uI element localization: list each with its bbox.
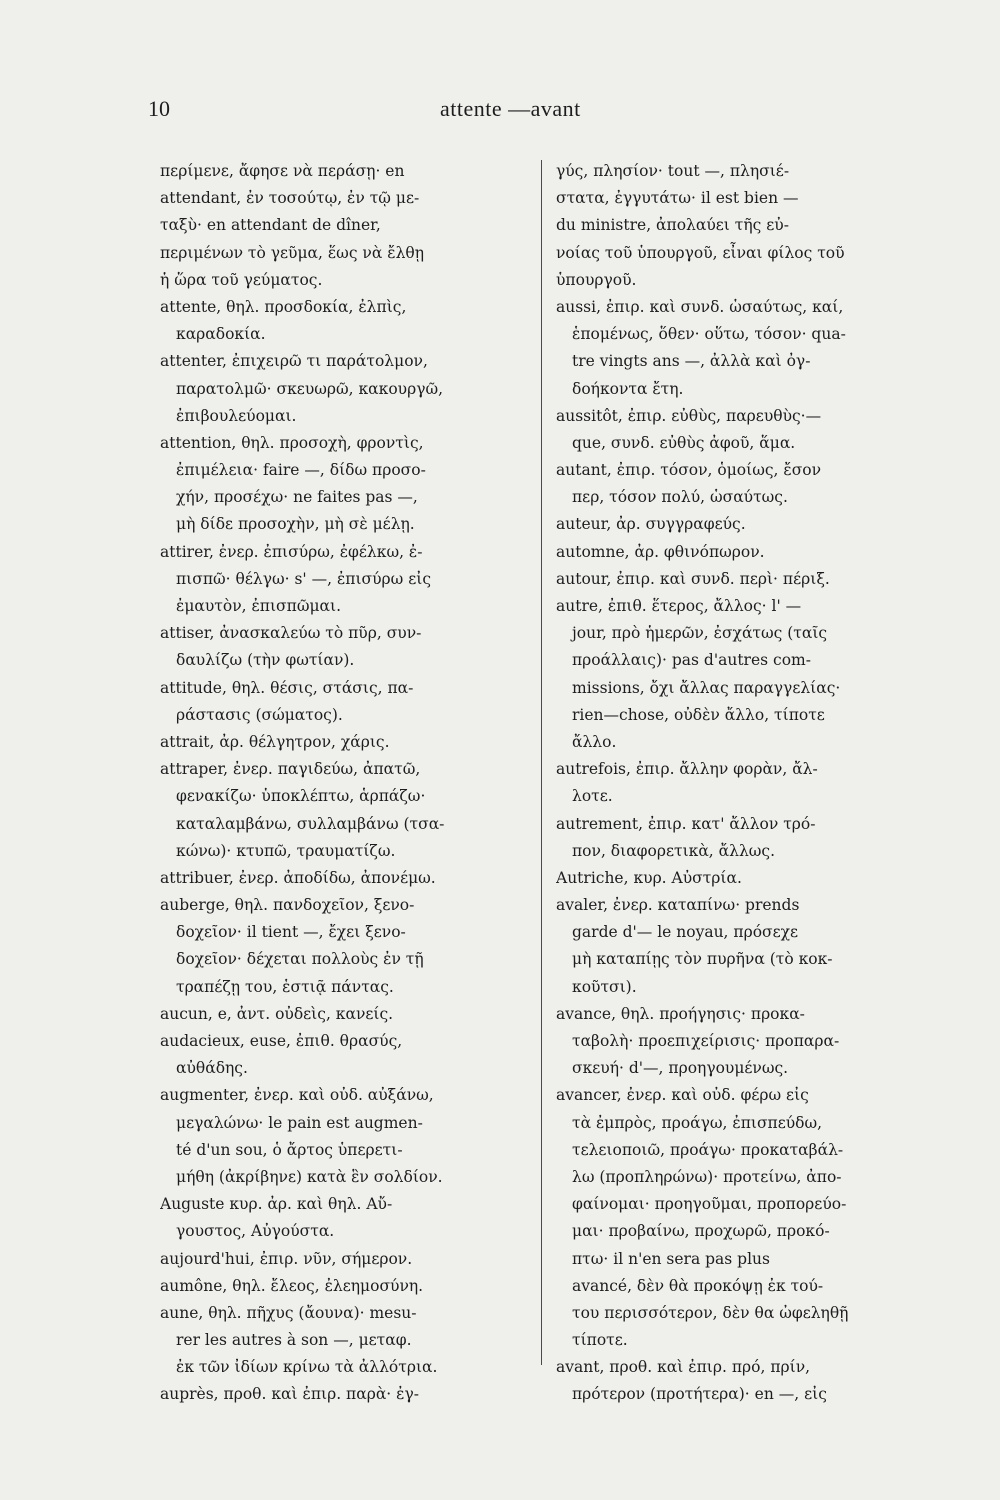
- running-head: attente —avant: [440, 96, 581, 121]
- text-line: παρατολμῶ· σκευωρῶ, κακουργῶ,: [176, 379, 444, 398]
- text-line: attiser, ἀνασκαλεύω τὸ πῦρ, συν-: [160, 624, 422, 643]
- text-line: aussi, ἐπιρ. καὶ συνδ. ὡσαύτως, καί,: [556, 297, 844, 316]
- text-line: aujourd'hui, ἐπιρ. νῦν, σήμερον.: [160, 1249, 413, 1268]
- text-line: ἡ ὥρα τοῦ γεύματος.: [160, 270, 323, 289]
- text-line: μεγαλώνω· le pain est augmen-: [176, 1113, 423, 1132]
- text-line: ράστασις (σώματος).: [176, 705, 343, 724]
- text-line: πον, διαφορετικὰ, ἄλλως.: [572, 841, 776, 860]
- text-line: aucun, e, ἀντ. οὐδεὶς, κανείς.: [160, 1004, 394, 1023]
- text-line: attente, θηλ. προσδοκία, ἐλπὶς,: [160, 297, 407, 316]
- text-line: attitude, θηλ. θέσις, στάσις, πα-: [160, 678, 414, 697]
- text-line: τελειοποιῶ, προάγω· προκαταβάλ-: [572, 1140, 844, 1159]
- text-line: σκευή· d'—, προηγουμένως.: [572, 1059, 789, 1078]
- text-line: avant, προθ. καὶ ἐπιρ. πρό, πρίν,: [556, 1358, 811, 1377]
- text-line: στατα, ἐγγυτάτω· il est bien —: [556, 189, 799, 208]
- text-line: attendant, ἐν τοσούτῳ, ἐν τῷ με-: [160, 189, 420, 208]
- text-line: rer les autres à son —, μεταφ.: [176, 1331, 412, 1350]
- text-line: avaler, ἐνερ. καταπίνω· prends: [556, 896, 800, 915]
- text-line: attraper, ἐνερ. παγιδεύω, ἀπατῶ,: [160, 760, 421, 779]
- text-line: aune, θηλ. πῆχυς (ἄουνα)· mesu-: [160, 1303, 417, 1322]
- text-line: τραπέζῃ του, ἑστιᾷ πάντας.: [176, 977, 394, 996]
- text-line: ἐκ τῶν ἰδίων κρίνω τὰ ἀλλότρια.: [176, 1358, 438, 1377]
- text-line: μὴ δίδε προσοχὴν, μὴ σὲ μέλῃ.: [176, 515, 415, 534]
- text-line: πτω· il n'en sera pas plus: [572, 1249, 770, 1268]
- text-line: περ, τόσον πολύ, ὡσαύτως.: [572, 488, 788, 507]
- text-line: γύς, πλησίον· tout —, πλησιέ-: [556, 162, 790, 180]
- text-line: attrait, ἀρ. θέλγητρον, χάρις.: [160, 732, 390, 751]
- text-line: rien—chose, οὐδὲν ἄλλο, τίποτε: [572, 705, 825, 724]
- page-number: 10: [148, 96, 170, 121]
- text-line: avance, θηλ. προήγησις· προκα-: [556, 1004, 805, 1023]
- text-line: autrefois, ἐπιρ. ἄλλην φορὰν, ἄλ-: [556, 760, 818, 779]
- text-line: missions, ὄχι ἄλλας παραγγελίας·: [572, 678, 841, 697]
- text-line: audacieux, euse, ἐπιθ. θρασύς,: [160, 1032, 403, 1050]
- text-line: auprès, προθ. καὶ ἐπιρ. παρὰ· ἐγ-: [160, 1385, 419, 1404]
- text-line: attenter, ἐπιχειρῶ τι παράτολμον,: [160, 352, 428, 371]
- text-line: ταβολὴ· προεπιχείρισις· προπαρα-: [572, 1032, 840, 1050]
- text-line: δοχεῖον· il tient —, ἔχει ξενο-: [176, 923, 406, 942]
- left-column: [160, 158, 540, 1409]
- text-line: autant, ἐπιρ. τόσον, ὁμοίως, ἔσον: [556, 461, 822, 480]
- column-divider: [541, 160, 542, 1365]
- text-line: κοῦτσι).: [572, 977, 637, 996]
- text-line: augmenter, ἐνερ. καὶ οὐδ. αὐξάνω,: [160, 1086, 434, 1105]
- text-line: autre, ἐπιθ. ἕτερος, ἄλλος· l' —: [556, 597, 802, 615]
- text-line: tre vingts ans —, ἀλλὰ καὶ ὀγ-: [572, 352, 811, 371]
- text-line: auberge, θηλ. πανδοχεῖον, ξενο-: [160, 896, 415, 915]
- text-line: autour, ἐπιρ. καὶ συνδ. περὶ· πέριξ.: [556, 569, 830, 588]
- text-line: avancer, ἐνερ. καὶ οὐδ. φέρω εἰς: [556, 1086, 809, 1105]
- text-line: λοτε.: [572, 787, 613, 806]
- text-line: ἄλλο.: [572, 732, 617, 751]
- text-line: attention, θηλ. προσοχὴ, φροντὶς,: [160, 433, 424, 452]
- text-line: attirer, ἐνερ. ἐπισύρω, ἐφέλκω, ἐ-: [160, 542, 423, 561]
- text-line: automne, ἀρ. φθινόπωρον.: [556, 542, 765, 561]
- text-line: aumône, θηλ. ἔλεος, ἐλεημοσύνη.: [160, 1276, 424, 1295]
- text-line: garde d'— le noyau, πρόσεχε: [572, 923, 799, 942]
- text-line: προάλλαις)· pas d'autres com-: [572, 651, 811, 670]
- text-line: πισπῶ· θέλγω· s' —, ἐπισύρω εἰς: [176, 569, 432, 588]
- text-line: jour, πρὸ ἡμερῶν, ἐσχάτως (ταῖς: [572, 624, 828, 643]
- text-line: τὰ ἐμπρὸς, προάγω, ἐπισπεύδω,: [572, 1113, 823, 1132]
- text-line: καραδοκία.: [176, 325, 266, 344]
- text-line: attribuer, ἐνερ. ἀποδίδω, ἀπονέμω.: [160, 868, 436, 887]
- right-column: [556, 158, 916, 1409]
- text-line: νοίας τοῦ ὑπουργοῦ, εἶναι φίλος τοῦ: [556, 243, 845, 262]
- text-line: ἐπιβουλεύομαι.: [176, 406, 297, 425]
- text-line: avancé, δὲν θὰ προκόψῃ ἐκ τού-: [572, 1276, 824, 1295]
- text-line: λω (προπληρώνω)· προτείνω, ἀπο-: [572, 1167, 842, 1186]
- text-line: du ministre, ἀπολαύει τῆς εὐ-: [556, 216, 789, 235]
- text-line: que, συνδ. εὐθὺς ἀφοῦ, ἅμα.: [572, 433, 796, 452]
- text-line: περίμενε, ἄφησε νὰ περάσῃ· en: [160, 162, 405, 180]
- text-line: ὑπουργοῦ.: [556, 270, 637, 289]
- text-line: ἐπιμέλεια· faire —, δίδω προσο-: [176, 461, 426, 480]
- text-line: Autriche, κυρ. Αὐστρία.: [556, 868, 742, 887]
- text-line: αὐθάδης.: [176, 1059, 248, 1078]
- text-line: μήθη (ἀκρίβηνε) κατὰ ἓν σολδίον.: [176, 1167, 443, 1186]
- text-line: καταλαμβάνω, συλλαμβάνω (τσα-: [176, 814, 445, 833]
- text-line: aussitôt, ἐπιρ. εὐθὺς, παρευθὺς·—: [556, 406, 822, 425]
- text-line: πρότερον (προτήτερα)· en —, εἰς: [572, 1385, 827, 1404]
- text-line: τίποτε.: [572, 1331, 628, 1350]
- text-line: φενακίζω· ὑποκλέπτω, ἁρπάζω·: [176, 787, 426, 806]
- text-line: δοήκοντα ἔτη.: [572, 379, 684, 398]
- text-line: ταξὺ· en attendant de dîner,: [160, 216, 381, 235]
- text-line: του περισσότερον, δὲν θα ὠφεληθῇ: [572, 1303, 849, 1322]
- text-line: autrement, ἐπιρ. κατ' ἄλλον τρό-: [556, 814, 816, 833]
- text-line: auteur, ἀρ. συγγραφεύς.: [556, 515, 746, 534]
- text-line: περιμένων τὸ γεῦμα, ἕως νὰ ἔλθῃ: [160, 243, 425, 262]
- text-line: δοχεῖον· δέχεται πολλοὺς ἐν τῇ: [176, 950, 424, 969]
- text-line: δαυλίζω (τὴν φωτίαν).: [176, 651, 355, 670]
- text-line: γουστος, Αὐγούστα.: [176, 1222, 335, 1241]
- text-line: χήν, προσέχω· ne faites pas —,: [176, 488, 418, 507]
- text-line: μαι· προβαίνω, προχωρῶ, προκό-: [572, 1222, 830, 1241]
- text-line: μὴ καταπίῃς τὸν πυρῆνα (τὸ κοκ-: [572, 950, 833, 969]
- text-line: Auguste κυρ. ἀρ. καὶ θηλ. Αὔ-: [160, 1195, 393, 1214]
- text-line: κώνω)· κτυπῶ, τραυματίζω.: [176, 841, 396, 860]
- text-line: ἐμαυτὸν, ἐπισπῶμαι.: [176, 597, 341, 615]
- text-line: té d'un sou, ὁ ἄρτος ὑπερετι-: [176, 1140, 403, 1159]
- text-line: ἑπομένως, ὅθεν· οὕτω, τόσον· qua-: [572, 325, 846, 344]
- text-line: φαίνομαι· προηγοῦμαι, προπορεύο-: [572, 1195, 847, 1214]
